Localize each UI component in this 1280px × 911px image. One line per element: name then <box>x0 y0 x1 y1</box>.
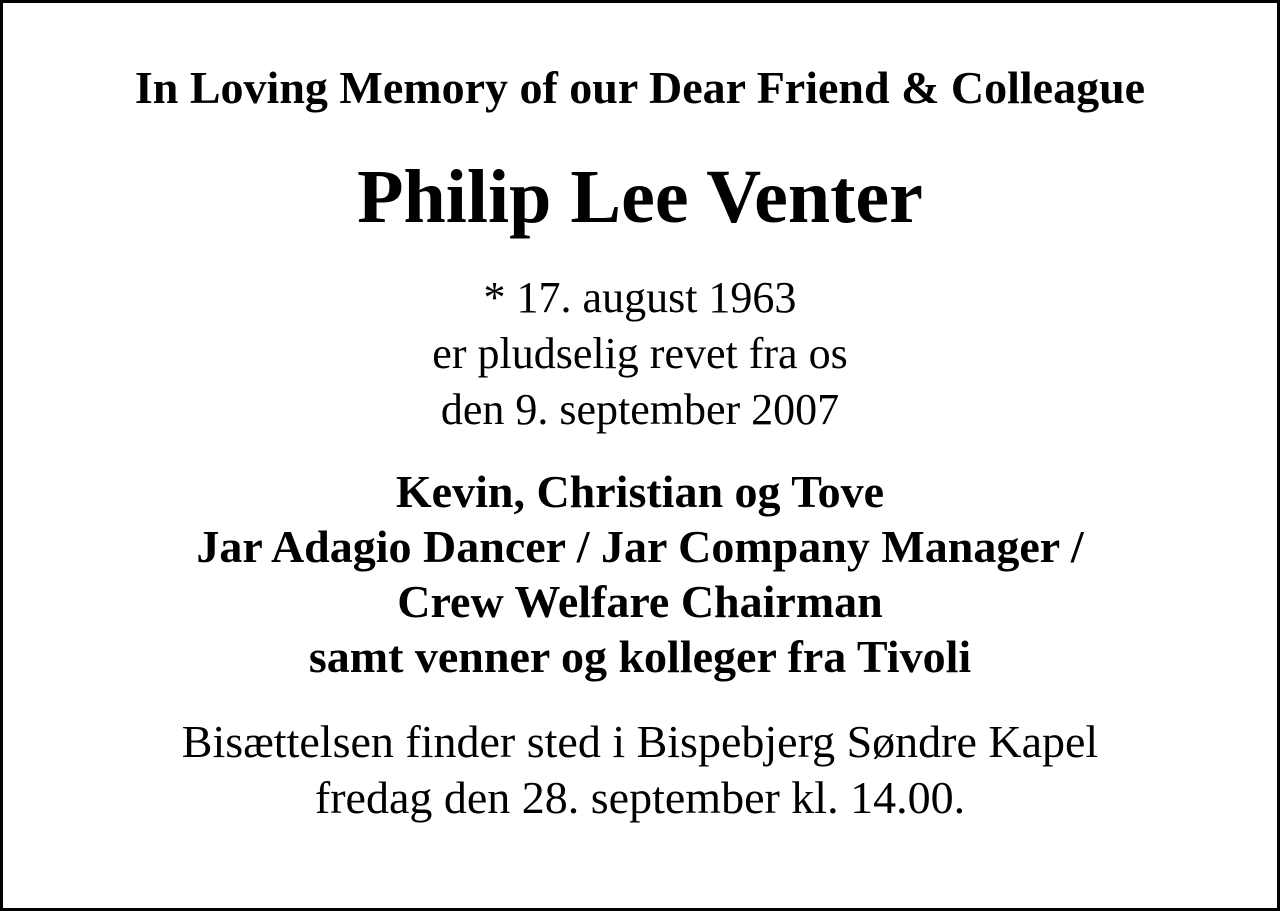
mourner-role-line-2: Crew Welfare Chairman <box>397 576 883 627</box>
funeral-location: Bisættelsen finder sted i Bispebjerg Søndre Kapel <box>181 716 1099 767</box>
death-date-line: den 9. september 2007 <box>440 385 840 434</box>
dates-block <box>3 270 1277 438</box>
mourner-names: Kevin, Christian og Tove <box>395 466 885 517</box>
birth-date-line: * 17. august 1963 <box>483 273 797 322</box>
mourner-role-line-1: Jar Adagio Dancer / Jar Company Manager / <box>196 521 1084 572</box>
deceased-name: Philip Lee Venter <box>357 155 923 239</box>
memorial-heading: In Loving Memory of our Dear Friend & Colleague <box>134 62 1146 113</box>
funeral-details <box>3 714 1277 826</box>
mourner-friends-line: samt venner og kolleger fra Tivoli <box>308 631 972 682</box>
passing-line: er pludselig revet fra os <box>432 329 848 378</box>
mourners-block <box>3 464 1277 684</box>
funeral-time: fredag den 28. september kl. 14.00. <box>314 772 966 823</box>
